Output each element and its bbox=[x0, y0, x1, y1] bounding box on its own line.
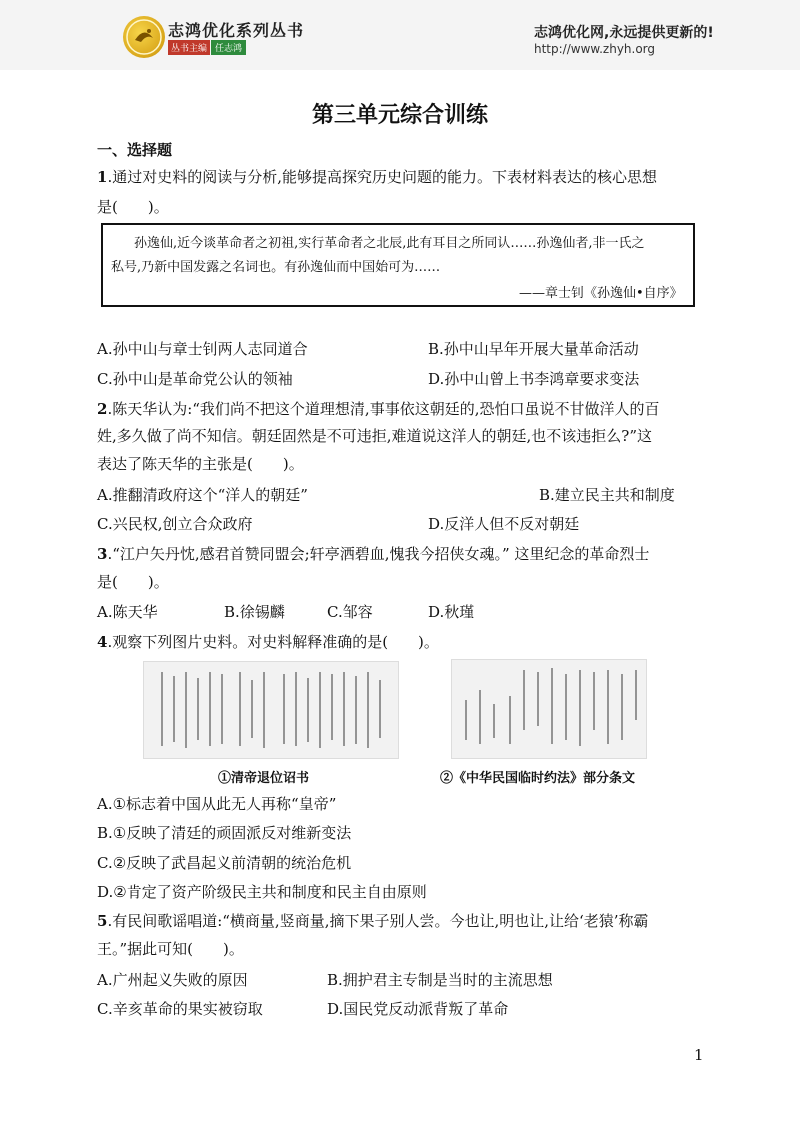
option-3a[interactable]: A.陈天华 bbox=[97, 603, 158, 621]
figure-1-caption: ①清帝退位诏书 bbox=[218, 771, 310, 786]
option-3d[interactable]: D.秋瑾 bbox=[428, 603, 475, 621]
question-3-stem-line-1: 3.“江户矢丹忱,感君首赞同盟会;轩亭洒碧血,愧我今招侠女魂。” 这里纪念的革命烈士 bbox=[97, 545, 650, 563]
question-number: 1 bbox=[97, 168, 108, 186]
series-logo-icon bbox=[123, 16, 165, 58]
option-5b[interactable]: B.拥护君主专制是当时的主流思想 bbox=[327, 971, 553, 989]
abdication-edict-image bbox=[143, 661, 399, 759]
quote-source: ——章士钊《孙逸仙•自序》 bbox=[519, 286, 683, 301]
site-slogan: 志鸿优化网,永远提供更新的! bbox=[534, 25, 714, 41]
question-3-stem-line-2: 是( )。 bbox=[97, 573, 169, 591]
question-1-stem-line-1: 1.通过对史料的阅读与分析,能够提高探究历史问题的能力。下表材料表达的核心思想 bbox=[97, 168, 657, 186]
question-number: 5 bbox=[97, 912, 108, 930]
option-4d[interactable]: D.②肯定了资产阶级民主共和制度和民主自由原则 bbox=[97, 883, 427, 901]
option-3b[interactable]: B.徐锡麟 bbox=[224, 603, 285, 621]
option-1b[interactable]: B.孙中山早年开展大量革命活动 bbox=[428, 340, 639, 358]
site-url[interactable]: http://www.zhyh.org bbox=[534, 42, 656, 56]
quote-line-1: 孙逸仙,近今谈革命者之初祖,实行革命者之北辰,此有耳目之所同认……孙逸仙者,非一氏之 bbox=[134, 236, 645, 251]
option-5c[interactable]: C.辛亥革命的果实被窃取 bbox=[97, 1000, 263, 1018]
question-5-stem-line-2: 王。”据此可知( )。 bbox=[97, 940, 244, 958]
editor-label: 丛书主编 bbox=[168, 40, 210, 55]
option-2d[interactable]: D.反洋人但不反对朝廷 bbox=[428, 515, 580, 533]
option-1c[interactable]: C.孙中山是革命党公认的领袖 bbox=[97, 370, 293, 388]
question-4-stem: 4.观察下列图片史料。对史料解释准确的是( )。 bbox=[97, 633, 439, 651]
page-number: 1 bbox=[694, 1046, 704, 1064]
question-2-stem-line-2: 姓,多久做了尚不知信。朝廷固然是不可违拒,难道说这洋人的朝廷,也不该违拒么?”这 bbox=[97, 427, 653, 445]
option-4c[interactable]: C.②反映了武昌起义前清朝的统治危机 bbox=[97, 854, 352, 872]
series-title: 志鸿优化系列丛书 bbox=[168, 21, 305, 40]
option-1d[interactable]: D.孙中山曾上书李鸿章要求变法 bbox=[428, 370, 640, 388]
question-number: 4 bbox=[97, 633, 108, 651]
editor-name: 任志鸿 bbox=[211, 40, 246, 55]
quote-line-2: 私号,乃新中国发露之名词也。有孙逸仙而中国始可为…… bbox=[111, 260, 441, 275]
section-heading: 一、选择题 bbox=[97, 141, 173, 159]
option-4a[interactable]: A.①标志着中国从此无人再称“皇帝” bbox=[97, 795, 337, 813]
option-3c[interactable]: C.邹容 bbox=[327, 603, 373, 621]
option-2c[interactable]: C.兴民权,创立合众政府 bbox=[97, 515, 253, 533]
question-number: 2 bbox=[97, 400, 108, 418]
question-2-stem-line-1: 2.陈天华认为:“我们尚不把这个道理想清,事事依这朝廷的,恐怕口虽说不甘做洋人的百 bbox=[97, 400, 660, 418]
option-4b[interactable]: B.①反映了清廷的顽固派反对维新变法 bbox=[97, 824, 352, 842]
question-2-stem-line-3: 表达了陈天华的主张是( )。 bbox=[97, 455, 304, 473]
option-2a[interactable]: A.推翻清政府这个“洋人的朝廷” bbox=[97, 486, 308, 504]
option-1a[interactable]: A.孙中山与章士钊两人志同道合 bbox=[97, 340, 308, 358]
option-2b[interactable]: B.建立民主共和制度 bbox=[539, 486, 675, 504]
option-5d[interactable]: D.国民党反动派背叛了革命 bbox=[327, 1000, 509, 1018]
provisional-constitution-image bbox=[451, 659, 647, 759]
question-5-stem-line-1: 5.有民间歌谣唱道:“横商量,竖商量,摘下果子别人尝。今也让,明也让,让给‘老猿’称霸 bbox=[97, 912, 649, 930]
page-title: 第三单元综合训练 bbox=[311, 103, 488, 128]
question-1-stem-line-2: 是( )。 bbox=[97, 198, 169, 216]
option-5a[interactable]: A.广州起义失败的原因 bbox=[97, 971, 248, 989]
figure-2-caption: ②《中华民国临时约法》部分条文 bbox=[440, 771, 636, 786]
question-number: 3 bbox=[97, 545, 108, 563]
